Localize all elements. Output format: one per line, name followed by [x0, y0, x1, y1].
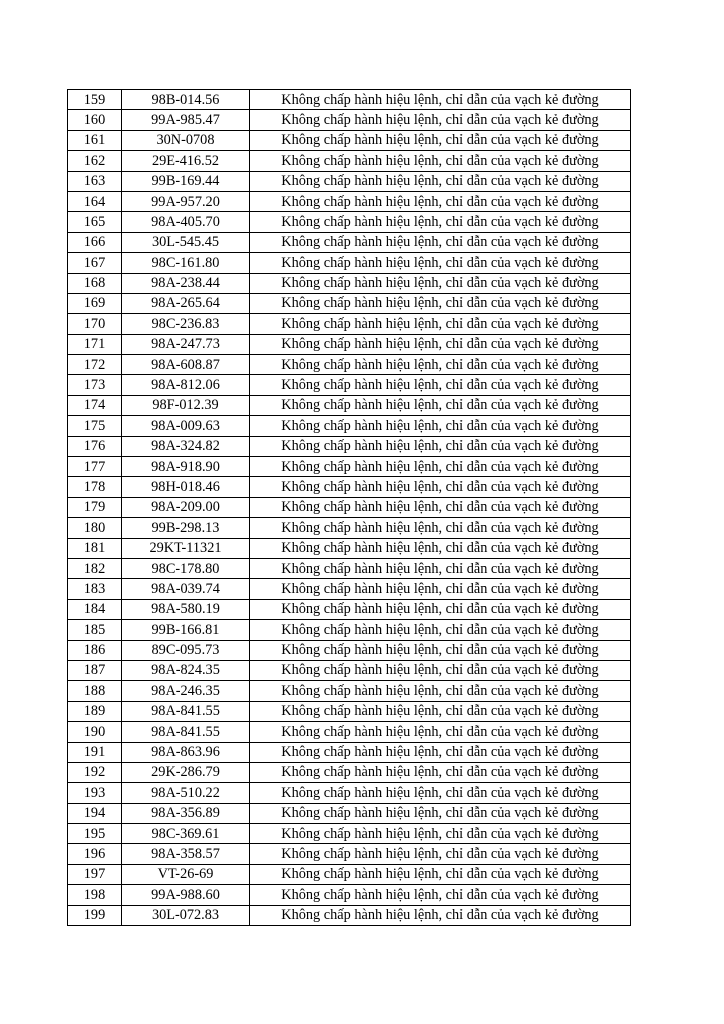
row-number-cell: 167 — [68, 253, 122, 273]
license-plate-cell: 98A-824.35 — [122, 660, 250, 680]
violations-table — [67, 89, 631, 926]
violation-cell: Không chấp hành hiệu lệnh, chỉ dẫn của vạch kẻ đường — [250, 171, 631, 191]
violation-cell: Không chấp hành hiệu lệnh, chỉ dẫn của vạch kẻ đường — [250, 681, 631, 701]
row-number-cell: 197 — [68, 864, 122, 884]
row-number-cell: 180 — [68, 518, 122, 538]
license-plate-cell: 98A-918.90 — [122, 457, 250, 477]
row-number-cell: 187 — [68, 660, 122, 680]
violation-cell: Không chấp hành hiệu lệnh, chỉ dẫn của vạch kẻ đường — [250, 375, 631, 395]
row-number-cell: 188 — [68, 681, 122, 701]
table-row — [68, 334, 631, 354]
license-plate-cell: VT-26-69 — [122, 864, 250, 884]
row-number-cell: 178 — [68, 477, 122, 497]
row-number-cell: 182 — [68, 558, 122, 578]
row-number-cell: 162 — [68, 151, 122, 171]
license-plate-cell: 30L-072.83 — [122, 905, 250, 925]
table-row — [68, 579, 631, 599]
violation-cell: Không chấp hành hiệu lệnh, chỉ dẫn của vạch kẻ đường — [250, 762, 631, 782]
row-number-cell: 169 — [68, 293, 122, 313]
table-row — [68, 681, 631, 701]
violation-cell: Không chấp hành hiệu lệnh, chỉ dẫn của vạch kẻ đường — [250, 579, 631, 599]
violation-cell: Không chấp hành hiệu lệnh, chỉ dẫn của vạch kẻ đường — [250, 457, 631, 477]
license-plate-cell: 29KT-11321 — [122, 538, 250, 558]
row-number-cell: 170 — [68, 314, 122, 334]
table-row — [68, 355, 631, 375]
license-plate-cell: 99A-988.60 — [122, 885, 250, 905]
violation-cell: Không chấp hành hiệu lệnh, chỉ dẫn của vạch kẻ đường — [250, 273, 631, 293]
license-plate-cell: 98B-014.56 — [122, 90, 250, 110]
row-number-cell: 166 — [68, 232, 122, 252]
table-row — [68, 457, 631, 477]
violation-cell: Không chấp hành hiệu lệnh, chỉ dẫn của vạch kẻ đường — [250, 640, 631, 660]
violation-cell: Không chấp hành hiệu lệnh, chỉ dẫn của vạch kẻ đường — [250, 518, 631, 538]
row-number-cell: 191 — [68, 742, 122, 762]
table-row — [68, 824, 631, 844]
row-number-cell: 196 — [68, 844, 122, 864]
violation-cell: Không chấp hành hiệu lệnh, chỉ dẫn của vạch kẻ đường — [250, 905, 631, 925]
violation-cell: Không chấp hành hiệu lệnh, chỉ dẫn của vạch kẻ đường — [250, 558, 631, 578]
license-plate-cell: 30N-0708 — [122, 130, 250, 150]
table-row — [68, 742, 631, 762]
violation-cell: Không chấp hành hiệu lệnh, chỉ dẫn của vạch kẻ đường — [250, 232, 631, 252]
violation-cell: Không chấp hành hiệu lệnh, chỉ dẫn của vạch kẻ đường — [250, 599, 631, 619]
violation-cell: Không chấp hành hiệu lệnh, chỉ dẫn của vạch kẻ đường — [250, 701, 631, 721]
table-row — [68, 191, 631, 211]
license-plate-cell: 98C-236.83 — [122, 314, 250, 334]
table-row — [68, 416, 631, 436]
table-row — [68, 253, 631, 273]
violation-cell: Không chấp hành hiệu lệnh, chỉ dẫn của vạch kẻ đường — [250, 395, 631, 415]
table-row — [68, 844, 631, 864]
table-row — [68, 171, 631, 191]
license-plate-cell: 29K-286.79 — [122, 762, 250, 782]
row-number-cell: 168 — [68, 273, 122, 293]
license-plate-cell: 98C-161.80 — [122, 253, 250, 273]
row-number-cell: 198 — [68, 885, 122, 905]
table-row — [68, 599, 631, 619]
violation-cell: Không chấp hành hiệu lệnh, chỉ dẫn của vạch kẻ đường — [250, 110, 631, 130]
table-row — [68, 620, 631, 640]
row-number-cell: 189 — [68, 701, 122, 721]
table-row — [68, 701, 631, 721]
row-number-cell: 186 — [68, 640, 122, 660]
row-number-cell: 164 — [68, 191, 122, 211]
license-plate-cell: 98A-841.55 — [122, 701, 250, 721]
license-plate-cell: 99A-985.47 — [122, 110, 250, 130]
license-plate-cell: 98C-178.80 — [122, 558, 250, 578]
table-row — [68, 885, 631, 905]
license-plate-cell: 98A-009.63 — [122, 416, 250, 436]
violation-cell: Không chấp hành hiệu lệnh, chỉ dẫn của vạch kẻ đường — [250, 660, 631, 680]
row-number-cell: 192 — [68, 762, 122, 782]
table-row — [68, 905, 631, 925]
row-number-cell: 194 — [68, 803, 122, 823]
table-row — [68, 212, 631, 232]
license-plate-cell: 99A-957.20 — [122, 191, 250, 211]
violation-cell: Không chấp hành hiệu lệnh, chỉ dẫn của vạch kẻ đường — [250, 314, 631, 334]
table-row — [68, 293, 631, 313]
license-plate-cell: 29E-416.52 — [122, 151, 250, 171]
violation-cell: Không chấp hành hiệu lệnh, chỉ dẫn của vạch kẻ đường — [250, 212, 631, 232]
table-row — [68, 722, 631, 742]
violation-cell: Không chấp hành hiệu lệnh, chỉ dẫn của vạch kẻ đường — [250, 130, 631, 150]
row-number-cell: 195 — [68, 824, 122, 844]
table-row — [68, 660, 631, 680]
row-number-cell: 184 — [68, 599, 122, 619]
row-number-cell: 190 — [68, 722, 122, 742]
table-row — [68, 803, 631, 823]
row-number-cell: 185 — [68, 620, 122, 640]
license-plate-cell: 98A-324.82 — [122, 436, 250, 456]
violation-cell: Không chấp hành hiệu lệnh, chỉ dẫn của vạch kẻ đường — [250, 334, 631, 354]
row-number-cell: 159 — [68, 90, 122, 110]
table-row — [68, 395, 631, 415]
violation-cell: Không chấp hành hiệu lệnh, chỉ dẫn của vạch kẻ đường — [250, 824, 631, 844]
license-plate-cell: 98A-863.96 — [122, 742, 250, 762]
table-row — [68, 375, 631, 395]
table-row — [68, 497, 631, 517]
violation-cell: Không chấp hành hiệu lệnh, chỉ dẫn của vạch kẻ đường — [250, 293, 631, 313]
license-plate-cell: 98A-246.35 — [122, 681, 250, 701]
license-plate-cell: 99B-166.81 — [122, 620, 250, 640]
violation-cell: Không chấp hành hiệu lệnh, chỉ dẫn của vạch kẻ đường — [250, 436, 631, 456]
violation-cell: Không chấp hành hiệu lệnh, chỉ dẫn của vạch kẻ đường — [250, 864, 631, 884]
row-number-cell: 161 — [68, 130, 122, 150]
table-row — [68, 640, 631, 660]
violation-cell: Không chấp hành hiệu lệnh, chỉ dẫn của vạch kẻ đường — [250, 803, 631, 823]
violation-cell: Không chấp hành hiệu lệnh, chỉ dẫn của vạch kẻ đường — [250, 538, 631, 558]
license-plate-cell: 98A-608.87 — [122, 355, 250, 375]
row-number-cell: 173 — [68, 375, 122, 395]
violation-cell: Không chấp hành hiệu lệnh, chỉ dẫn của vạch kẻ đường — [250, 253, 631, 273]
license-plate-cell: 98A-238.44 — [122, 273, 250, 293]
table-row — [68, 273, 631, 293]
violation-cell: Không chấp hành hiệu lệnh, chỉ dẫn của vạch kẻ đường — [250, 783, 631, 803]
table-row — [68, 864, 631, 884]
violation-cell: Không chấp hành hiệu lệnh, chỉ dẫn của vạch kẻ đường — [250, 90, 631, 110]
table-row — [68, 232, 631, 252]
license-plate-cell: 98A-358.57 — [122, 844, 250, 864]
license-plate-cell: 98A-209.00 — [122, 497, 250, 517]
table-row — [68, 558, 631, 578]
table-row — [68, 477, 631, 497]
row-number-cell: 176 — [68, 436, 122, 456]
table-row — [68, 314, 631, 334]
violation-cell: Không chấp hành hiệu lệnh, chỉ dẫn của vạch kẻ đường — [250, 844, 631, 864]
license-plate-cell: 99B-298.13 — [122, 518, 250, 538]
row-number-cell: 174 — [68, 395, 122, 415]
license-plate-cell: 98A-247.73 — [122, 334, 250, 354]
violation-cell: Không chấp hành hiệu lệnh, chỉ dẫn của vạch kẻ đường — [250, 497, 631, 517]
violation-cell: Không chấp hành hiệu lệnh, chỉ dẫn của vạch kẻ đường — [250, 477, 631, 497]
table-row — [68, 538, 631, 558]
license-plate-cell: 98A-812.06 — [122, 375, 250, 395]
row-number-cell: 175 — [68, 416, 122, 436]
license-plate-cell: 98A-580.19 — [122, 599, 250, 619]
license-plate-cell: 98A-039.74 — [122, 579, 250, 599]
license-plate-cell: 98H-018.46 — [122, 477, 250, 497]
violation-cell: Không chấp hành hiệu lệnh, chỉ dẫn của vạch kẻ đường — [250, 151, 631, 171]
row-number-cell: 181 — [68, 538, 122, 558]
row-number-cell: 179 — [68, 497, 122, 517]
row-number-cell: 171 — [68, 334, 122, 354]
row-number-cell: 172 — [68, 355, 122, 375]
license-plate-cell: 98A-265.64 — [122, 293, 250, 313]
table-row — [68, 518, 631, 538]
row-number-cell: 160 — [68, 110, 122, 130]
table-row — [68, 436, 631, 456]
violation-cell: Không chấp hành hiệu lệnh, chỉ dẫn của vạch kẻ đường — [250, 620, 631, 640]
violation-cell: Không chấp hành hiệu lệnh, chỉ dẫn của vạch kẻ đường — [250, 885, 631, 905]
row-number-cell: 177 — [68, 457, 122, 477]
license-plate-cell: 98F-012.39 — [122, 395, 250, 415]
table-row — [68, 762, 631, 782]
row-number-cell: 183 — [68, 579, 122, 599]
license-plate-cell: 99B-169.44 — [122, 171, 250, 191]
row-number-cell: 163 — [68, 171, 122, 191]
table-row — [68, 151, 631, 171]
violation-cell: Không chấp hành hiệu lệnh, chỉ dẫn của vạch kẻ đường — [250, 742, 631, 762]
table-row — [68, 90, 631, 110]
license-plate-cell: 98A-405.70 — [122, 212, 250, 232]
license-plate-cell: 98A-510.22 — [122, 783, 250, 803]
violation-cell: Không chấp hành hiệu lệnh, chỉ dẫn của vạch kẻ đường — [250, 722, 631, 742]
row-number-cell: 199 — [68, 905, 122, 925]
license-plate-cell: 98C-369.61 — [122, 824, 250, 844]
table-row — [68, 110, 631, 130]
violations-table-body — [68, 90, 631, 926]
violation-cell: Không chấp hành hiệu lệnh, chỉ dẫn của vạch kẻ đường — [250, 191, 631, 211]
violation-cell: Không chấp hành hiệu lệnh, chỉ dẫn của vạch kẻ đường — [250, 416, 631, 436]
row-number-cell: 193 — [68, 783, 122, 803]
license-plate-cell: 89C-095.73 — [122, 640, 250, 660]
license-plate-cell: 98A-356.89 — [122, 803, 250, 823]
row-number-cell: 165 — [68, 212, 122, 232]
violation-cell: Không chấp hành hiệu lệnh, chỉ dẫn của vạch kẻ đường — [250, 355, 631, 375]
table-row — [68, 130, 631, 150]
license-plate-cell: 30L-545.45 — [122, 232, 250, 252]
license-plate-cell: 98A-841.55 — [122, 722, 250, 742]
table-row — [68, 783, 631, 803]
